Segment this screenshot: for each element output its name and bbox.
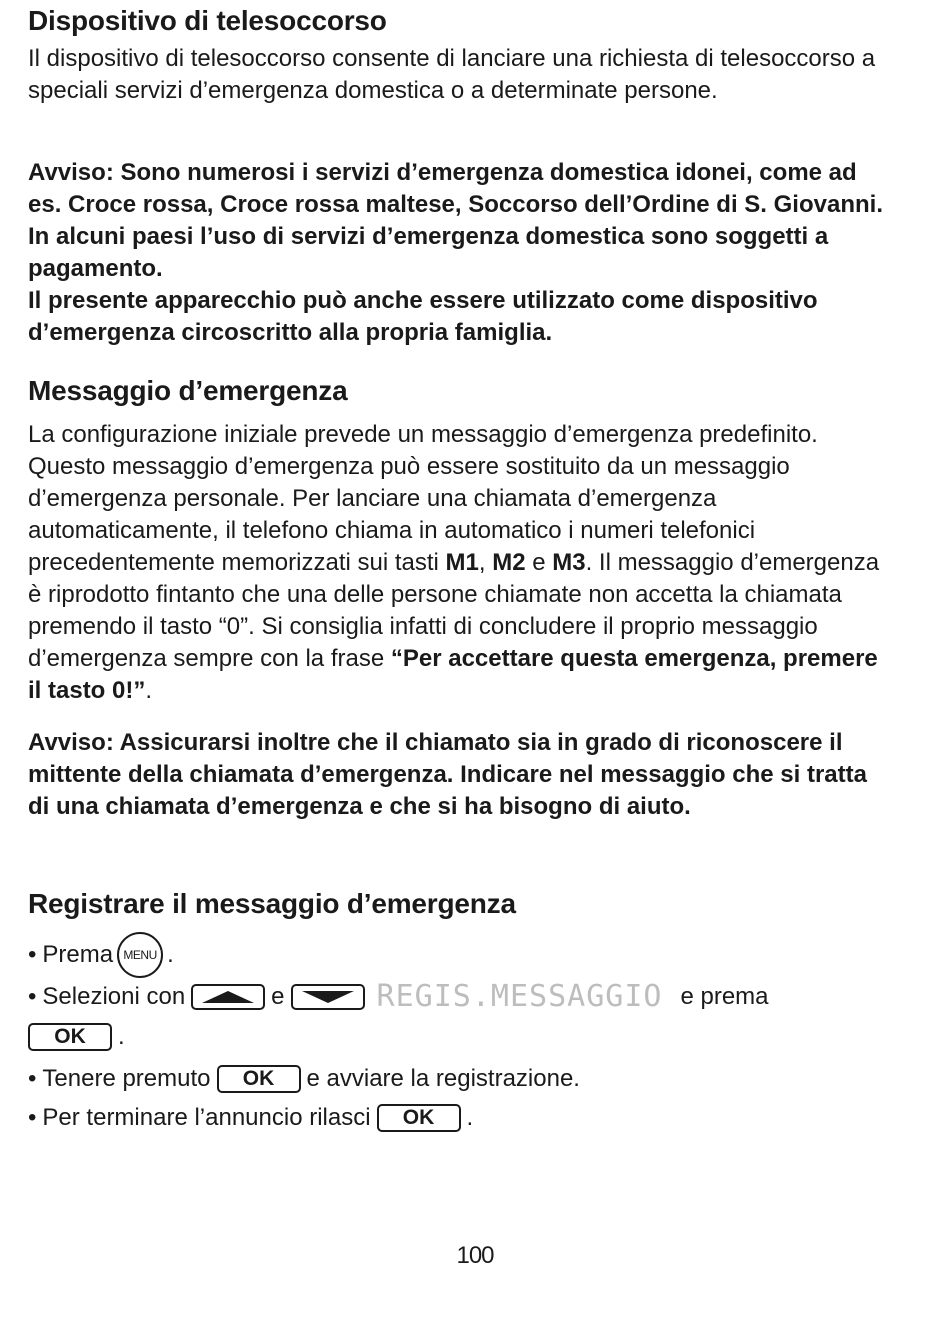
step4-end: . [466, 1104, 474, 1131]
step2-after: e prema [680, 983, 769, 1010]
step1-text: Prema [42, 941, 114, 968]
step4-text: Per terminare l’annuncio rilasci [42, 1104, 371, 1131]
step-select-continued [28, 1021, 125, 1053]
arrow-up-key-icon [191, 984, 265, 1010]
section-title-registrare: Registrare il messaggio d’emergenza [28, 888, 516, 919]
ok-key-icon: OK [377, 1104, 461, 1132]
step-release-ok [28, 1102, 473, 1134]
key-m3-label: M3 [552, 549, 586, 576]
messaggio-text-part1: La configurazione iniziale prevede un messaggio d’emergenza predefinito. Questo messaggio d’emergenza può essere sostituito da un messaggio d’emergenza personale. Per lanciare una chiamata d’emergenza automaticamente, il telefono chiama in automatico i numeri telefonici precedentemente memorizzati sui tasti [28, 421, 818, 576]
step-select [28, 981, 769, 1013]
suggested-phrase: “Per accettare questa emergenza, premere il tasto 0!” [28, 645, 878, 704]
bullet: • [28, 1104, 37, 1131]
messaggio-description [28, 419, 893, 707]
arrow-down-key-icon [291, 984, 365, 1010]
bullet: • [28, 941, 37, 968]
key-m2-label: M2 [492, 549, 526, 576]
warning-services-text: Avviso: Sono numerosi i servizi d’emergenza domestica idonei, come ad es. Croce rossa, Croce rossa maltese, Soccorso dell’Ordine di S. Giovanni. In alcuni paesi l’uso di servizi d’emergenza domestica sono soggetti a pagamento. [28, 159, 883, 282]
telesoccorso-description: Il dispositivo di telesoccorso consente di lanciare una richiesta di telesoccorso a speciali servizi d’emergenza domestica o a determinate persone. [28, 45, 876, 104]
step2-and: e [271, 983, 285, 1010]
bullet: • [28, 1065, 37, 1092]
messaggio-warning: Avviso: Assicurarsi inoltre che il chiamato sia in grado di riconoscere il mittente della chiamata d’emergenza. Indicare nel messaggio che si tratta di una chiamata d’emergenza e che si ha bisogno di aiuto. [28, 729, 867, 820]
arrow-down-glyph [298, 989, 358, 1005]
step-hold-ok [28, 1063, 580, 1095]
warning-family-text: Il presente apparecchio può anche essere utilizzato come dispositivo d’emergenza circoscritto alla propria famiglia. [28, 287, 818, 346]
step3-text: Tenere premuto [42, 1065, 211, 1092]
separator-1: , [478, 549, 493, 576]
step-press-menu [28, 932, 174, 978]
ok-key-icon: OK [28, 1023, 112, 1051]
step1-end: . [167, 941, 174, 968]
messaggio-text-part2: . Il messaggio d’emergenza è riprodotto fintanto che una delle persone chiamate non accetta la chiamata premendo il tasto “0”. Si consiglia infatti di concludere il proprio messaggio d’emergenza sempre con la frase [28, 549, 880, 672]
step3-after: e avviare la registrazione. [306, 1065, 580, 1092]
messaggio-text-end: . [145, 677, 153, 704]
bullet: • [28, 983, 37, 1010]
menu-key-icon: MENU [117, 932, 163, 978]
step2-end: . [118, 1023, 125, 1050]
section-title-messaggio: Messaggio d’emergenza [28, 375, 348, 406]
section-title-telesoccorso: Dispositivo di telesoccorso [28, 5, 387, 36]
key-m1-label: M1 [445, 549, 479, 576]
telesoccorso-warning [28, 157, 888, 349]
step2-text: Selezioni con [42, 983, 186, 1010]
separator-2: e [525, 549, 553, 576]
lcd-display-text: REGIS.MESSAGGIO [376, 979, 663, 1014]
arrow-up-glyph [198, 989, 258, 1005]
ok-key-icon: OK [217, 1065, 301, 1093]
page-number: 100 [456, 1242, 494, 1269]
